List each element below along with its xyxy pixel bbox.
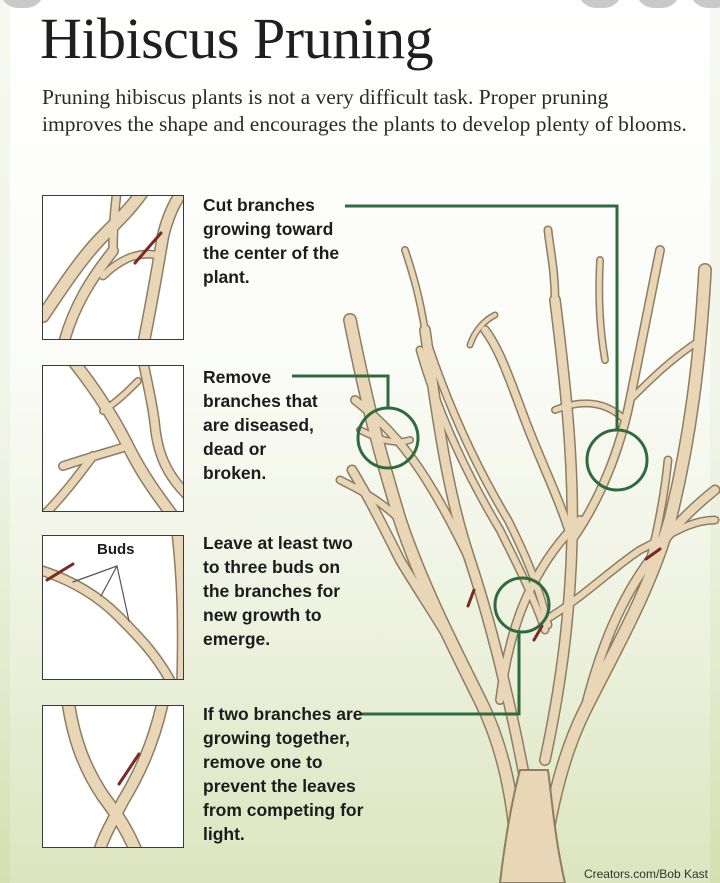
crossing-branch-sketch	[43, 706, 184, 848]
callout-line-center	[345, 206, 617, 430]
panel-inward-branches	[42, 195, 184, 340]
buds-label: Buds	[97, 541, 135, 558]
page-title: Hibiscus Pruning	[40, 6, 434, 71]
step-2-text: Remove branches that are diseased, dead or broken.	[203, 367, 318, 483]
step-1-text: Cut branches growing toward the center of the plant.	[203, 195, 340, 287]
diseased-branch-sketch	[43, 366, 184, 512]
inward-branch-sketch	[43, 196, 184, 340]
credit-line: Creators.com/Bob Kast	[583, 867, 708, 881]
intro-paragraph: Pruning hibiscus plants is not a very difficult task. Proper pruning improves the shape and encourages the plants to develop plenty of blooms.	[42, 85, 687, 136]
step-3-text: Leave at least two to three buds on the branches for new growth to emerge.	[203, 533, 353, 649]
panel-diseased-branches	[42, 365, 184, 512]
panel-crossing-branches	[42, 705, 184, 848]
step-4-text: If two branches are growing together, remove one to prevent the leaves from competing for light.	[203, 704, 364, 844]
